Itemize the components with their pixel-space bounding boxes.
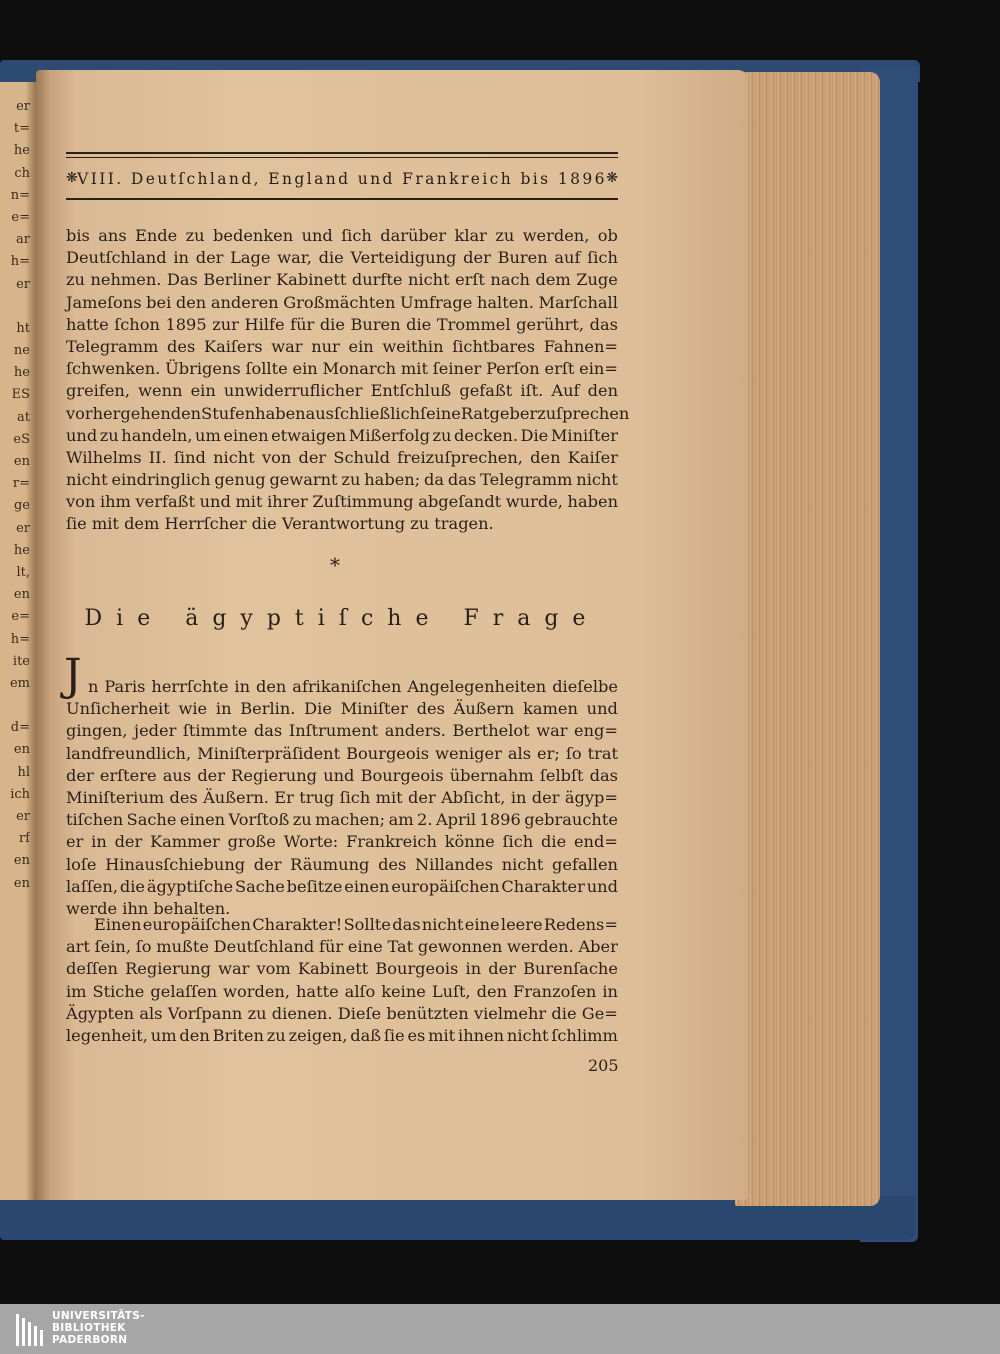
- text-line: laſſen, die ägyptiſche Sache beſitze einen europäiſchen Charakter und: [66, 876, 618, 896]
- left-fragment: ne: [13, 343, 30, 359]
- text-line: vorhergehenden Stufen haben ausſchließlich ſeine Ratgeber zu ſprechen: [66, 403, 630, 423]
- library-logo-text: [52, 1310, 145, 1346]
- left-fragment: ge: [13, 498, 30, 514]
- text-line: nicht eindringlich genug gewarnt zu haben; da das Telegramm nicht: [66, 470, 618, 490]
- left-fragment: ich: [10, 786, 30, 802]
- page-number: 205: [588, 1056, 619, 1075]
- left-fragment: t=: [13, 121, 30, 137]
- text-line: Ägypten als Vorſpann zu dienen. Dieſe benützten vielmehr die Ge=: [66, 1003, 618, 1023]
- left-fragment: ch: [14, 165, 30, 181]
- paragraph-1: [66, 225, 630, 536]
- left-fragment: h=: [10, 631, 30, 647]
- header-rule-top: [66, 152, 618, 154]
- text-line: Miniſterium des Äußern. Er trug ſich mit der Abſicht, in der ägyp=: [66, 787, 618, 807]
- section-break: *: [330, 553, 340, 577]
- text-line: art ſein, ſo mußte Deutſchland für eine Tat gewonnen werden. Aber: [66, 937, 618, 957]
- text-line: loſe Hinausſchiebung der Räumung des Nillandes nicht gefallen: [66, 854, 618, 874]
- text-line: werde ihn behalten.: [66, 898, 231, 918]
- page-edges: [735, 72, 880, 1206]
- footer-bar: [0, 1304, 1000, 1354]
- running-head-text: VIII. Deutſchland, England und Frankreich bis 1896: [77, 170, 607, 188]
- text-line: zu nehmen. Das Berliner Kabinett durfte nicht erſt nach dem Zuge: [66, 270, 618, 290]
- text-line: er in der Kammer große Worte: Frankreich könne ſich die end=: [66, 832, 618, 852]
- left-page-text-fragments: [0, 96, 30, 895]
- text-line: gingen, jeder ſtimmte das Inſtrument anders. Berthelot war eng=: [66, 721, 618, 741]
- text-line: Wilhelms II. ſind nicht von der Schuld freizuſprechen, den Kaiſer: [66, 447, 618, 467]
- left-fragment: en: [13, 853, 30, 869]
- left-fragment: ite: [12, 653, 30, 669]
- left-fragment: ht: [16, 320, 30, 336]
- left-fragment: hl: [17, 764, 30, 780]
- left-fragment: en: [13, 875, 30, 891]
- ornament-left-icon: ❋: [66, 170, 78, 186]
- text-line: Telegramm des Kaiſers war nur ein weithin ſichtbares Fahnen=: [66, 336, 618, 356]
- library-logo-icon: [14, 1312, 50, 1348]
- left-fragment: e=: [11, 609, 30, 625]
- text-line: ſie mit dem Herrſcher die Verantwortung zu tragen.: [66, 514, 494, 534]
- left-fragment: d=: [10, 720, 30, 736]
- left-fragment: [0, 296, 30, 318]
- logo-line-3: PADERBORN: [52, 1334, 128, 1346]
- text-line: Jameſons bei den anderen Großmächten Umfrage halten. Marſchall: [66, 292, 618, 312]
- header-rule-top-thin: [66, 157, 618, 158]
- left-fragment: em: [9, 675, 30, 691]
- text-line: Deutſchland in der Lage war, die Verteidigung der Buren auf ſich: [66, 248, 618, 268]
- logo-line-2: BIBLIOTHEK: [52, 1322, 126, 1334]
- left-fragment: he: [13, 365, 30, 381]
- left-fragment: ES: [11, 387, 30, 403]
- text-line: hatte ſchon 1895 zur Hilfe für die Buren die Trommel gerührt, das: [66, 314, 618, 334]
- left-fragment: er: [16, 276, 30, 292]
- section-title: Die ägyptiſche Frage: [84, 606, 600, 631]
- left-fragment: he: [13, 143, 30, 159]
- text-line: landfreundlich, Miniſterpräſident Bourgeois weniger als er; ſo trat: [66, 743, 618, 763]
- text-line: deſſen Regierung war vom Kabinett Bourgeois in der Burenſache: [66, 959, 618, 979]
- text-line: Einen europäiſchen Charakter! Sollte das nicht eine leere Redens=: [94, 915, 618, 934]
- text-line: Unſicherheit wie in Berlin. Die Miniſter des Äußern kamen und: [66, 699, 618, 719]
- text-line: im Stiche gelaſſen worden, hatte alſo keine Luſt, den Franzoſen in: [66, 981, 618, 1001]
- text-line: und zu handeln, um einen etwaigen Mißerfolg zu decken. Die Miniſter: [66, 425, 618, 445]
- left-fragment: eS: [13, 431, 30, 447]
- left-fragment: r=: [12, 476, 30, 492]
- logo-line-1: UNIVERSITÄTS-: [52, 1310, 145, 1322]
- running-head: [66, 170, 618, 192]
- paragraph-2: [66, 676, 618, 920]
- left-fragment: rf: [18, 831, 30, 847]
- left-fragment: n=: [10, 187, 30, 203]
- paragraph-3: [66, 914, 618, 1047]
- left-fragment: [0, 695, 30, 717]
- text-line: von ihm verfaßt und mit ihrer Zuſtimmung abgeſandt wurde, haben: [66, 492, 618, 512]
- text-line: tiſchen Sache einen Vorſtoß zu machen; am 2. April 1896 gebrauchte: [66, 810, 618, 830]
- header-rule-bottom: [66, 198, 618, 200]
- ornament-right-icon: ❋: [606, 170, 618, 186]
- left-fragment: h=: [10, 254, 30, 270]
- left-fragment: er: [16, 520, 30, 536]
- left-fragment: at: [17, 409, 30, 425]
- left-fragment: e=: [11, 209, 30, 225]
- text-line: n Paris herrſchte in den afrikaniſchen Angelegenheiten dieſelbe: [88, 677, 618, 696]
- left-fragment: en: [13, 454, 30, 469]
- drop-initial: J: [64, 650, 82, 701]
- text-line: legenheit, um den Briten zu zeigen, daß ſie es mit ihnen nicht ſchlimm: [66, 1025, 618, 1045]
- left-fragment: lt,: [16, 564, 30, 580]
- text-line: ſchwenken. Übrigens ſollte ein Monarch mit ſeiner Perſon erſt ein=: [66, 359, 618, 379]
- left-fragment: en: [13, 742, 30, 758]
- text-line: greifen, wenn ein unwiderruflicher Entſchluß gefaßt iſt. Auf den: [66, 381, 618, 401]
- left-fragment: he: [13, 542, 30, 558]
- text-line: der erſtere aus der Regierung und Bourgeois übernahm ſelbſt das: [66, 765, 618, 785]
- left-fragment: en: [13, 587, 30, 603]
- text-line: bis ans Ende zu bedenken und ſich darüber klar zu werden, ob: [66, 226, 618, 245]
- left-fragment: er: [16, 99, 30, 114]
- left-fragment: er: [16, 809, 30, 824]
- left-fragment: ar: [16, 232, 30, 248]
